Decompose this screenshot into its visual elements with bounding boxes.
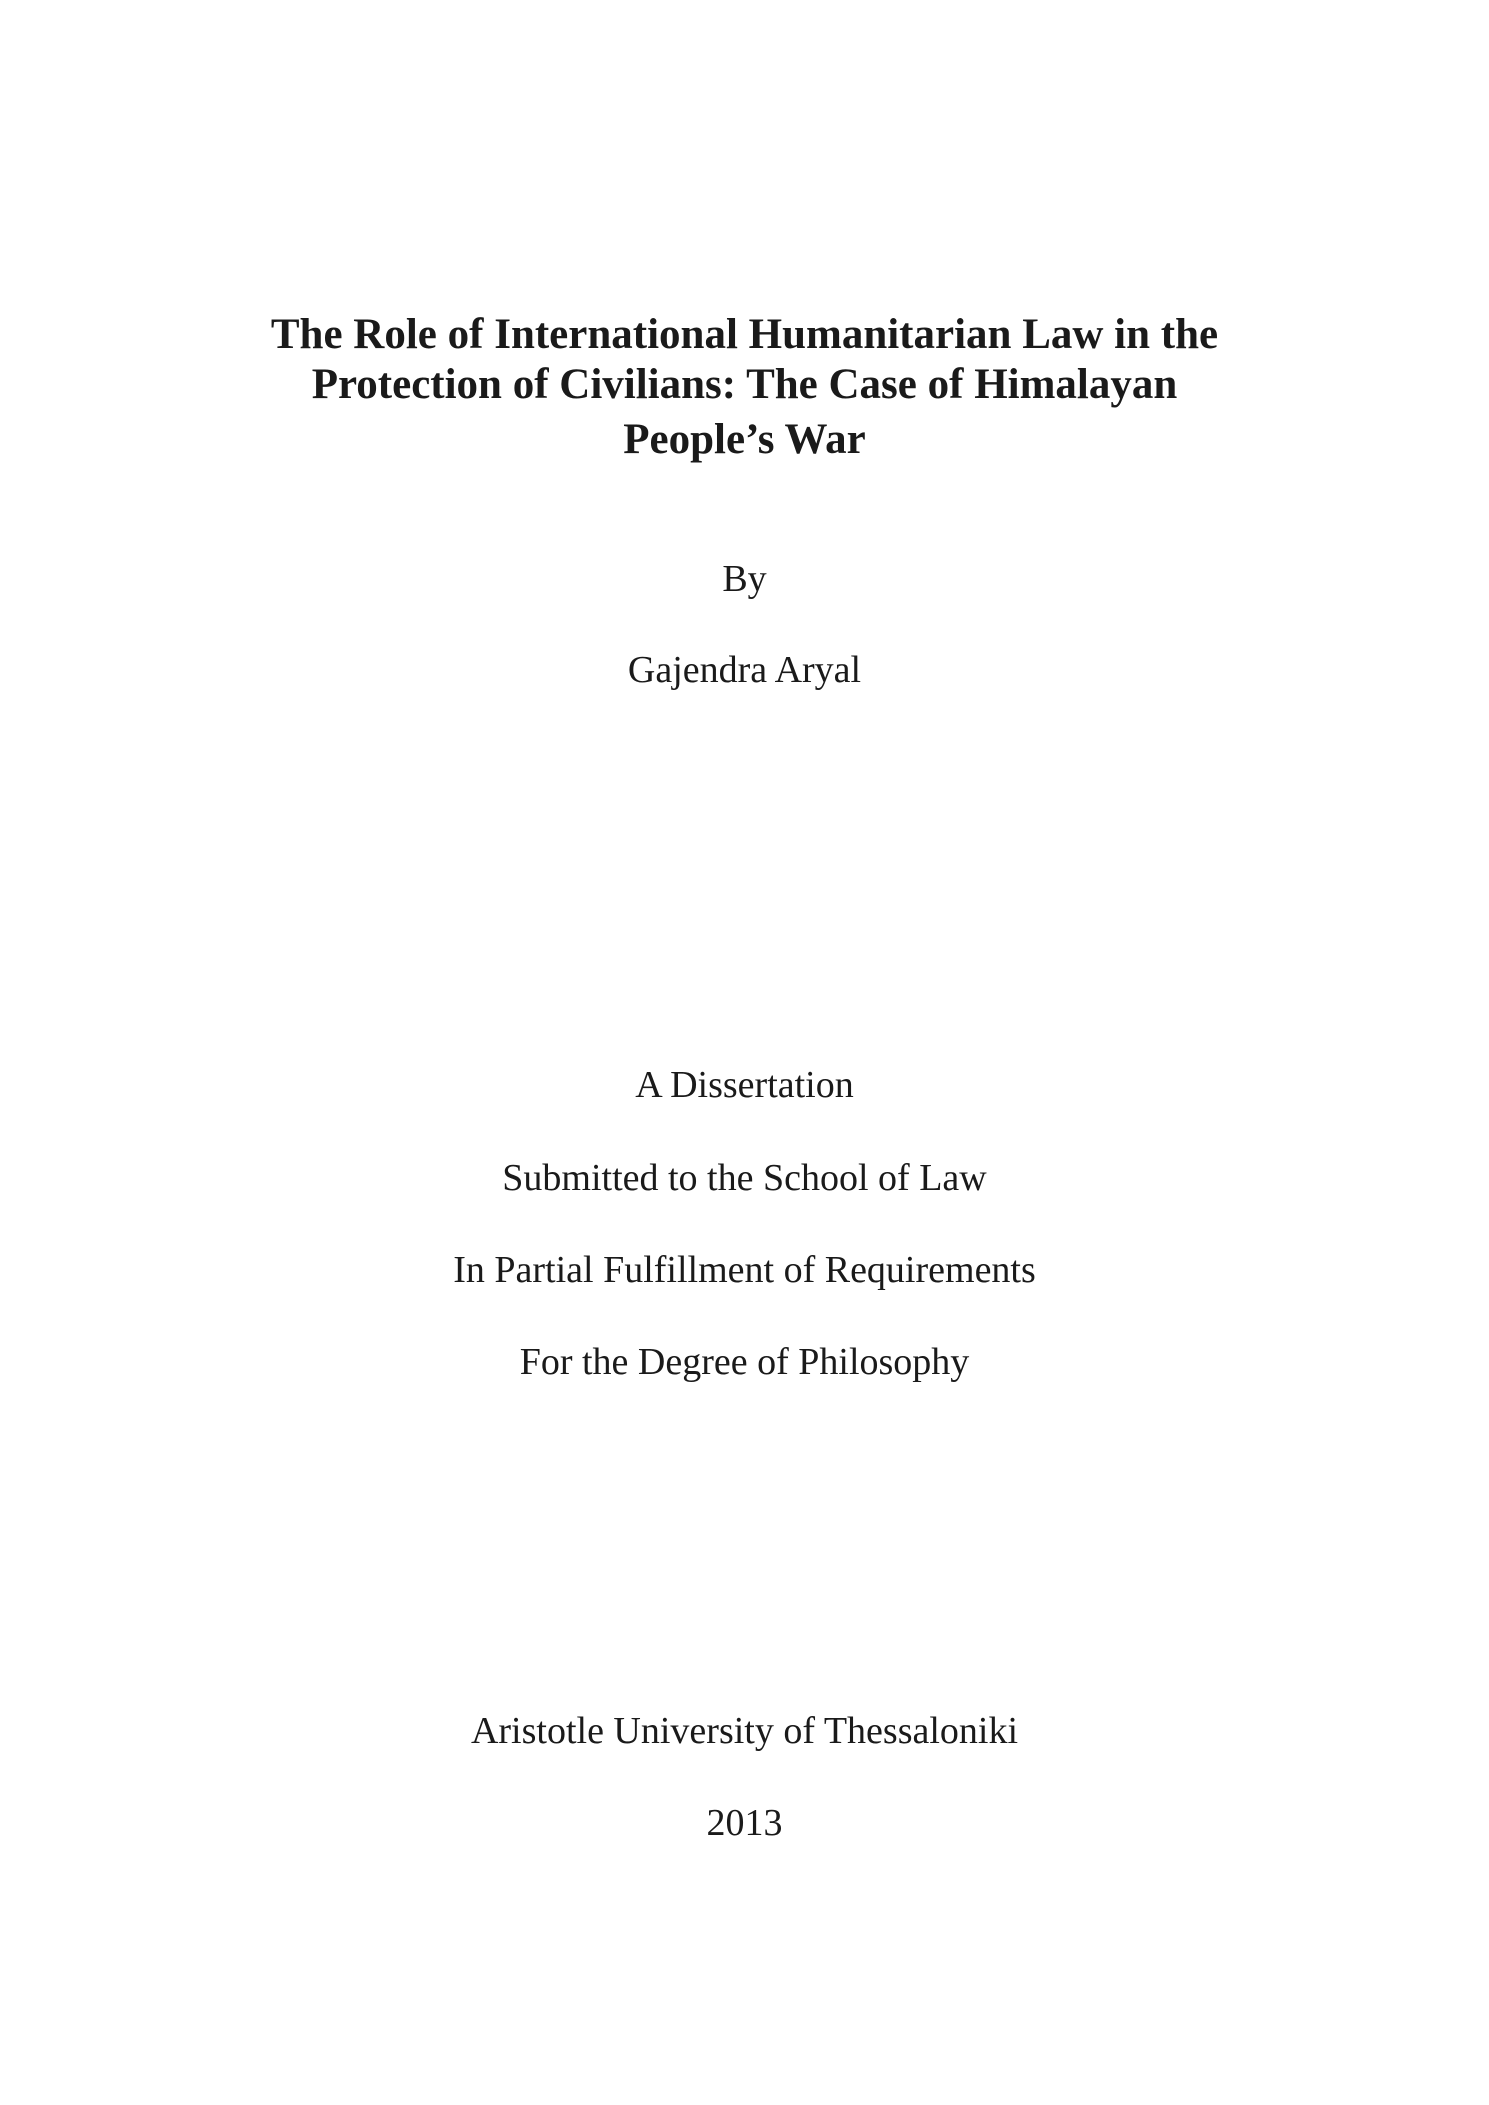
title-line-2: Protection of Civilians: The Case of Himalayan [311,361,1178,408]
title-line-3: People’s War [623,416,866,463]
author-name: Gajendra Aryal [627,649,862,691]
title-line-1: The Role of International Humanitarian Law in the [270,311,1219,358]
document-type: A Dissertation [635,1064,854,1106]
university-name: Aristotle University of Thessaloniki [470,1710,1019,1752]
degree-statement: For the Degree of Philosophy [519,1341,970,1383]
submission-year: 2013 [706,1802,783,1844]
fulfillment-statement: In Partial Fulfillment of Requirements [453,1249,1036,1291]
by-label: By [722,558,767,600]
submitted-to: Submitted to the School of Law [502,1157,987,1199]
